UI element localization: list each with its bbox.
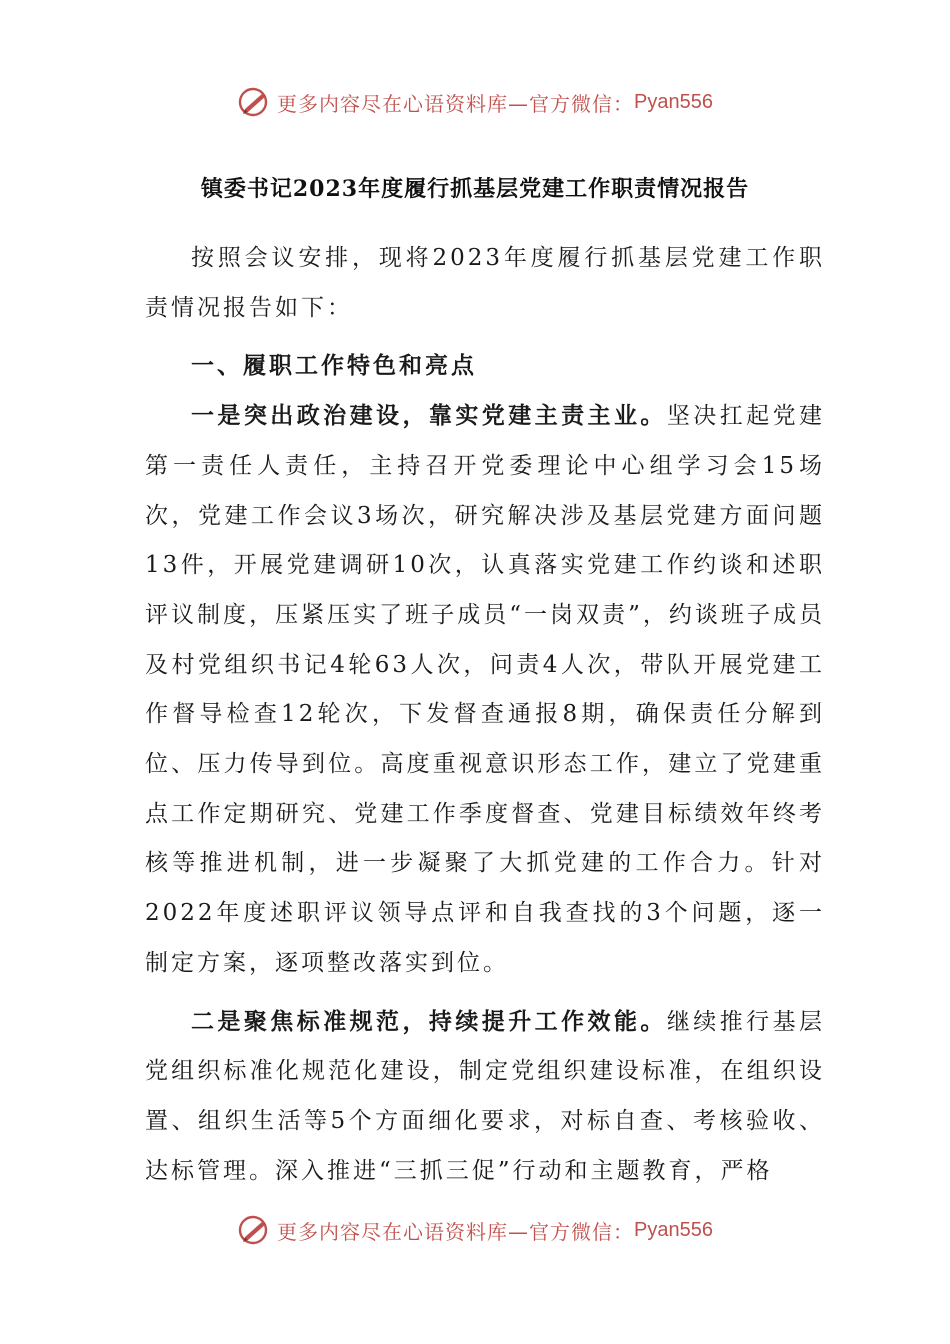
watermark-text: 更多内容尽在心语资料库—官方微信： [277,1219,635,1244]
item1-lead: 一是突出政治建设，靠实党建主责主业。 [191,402,667,430]
watermark-text: 更多内容尽在心语资料库—官方微信： [277,91,635,116]
item1-body: 坚决扛起党建第一责任人责任，主持召开党委理论中心组学习会15场次，党建工作会议3场次，研究解决涉及基层党建方面问题13件，开展党建调研10次，认真落实党建工作约谈和述职评议制度，压紧压实了班子成员“一岗双责”，约谈班子成员及村党组织书记4轮63人次，问责4人次，带队开展党建工作督导检查12轮次，下发督查通报8期，确保责任分解到位、压力传导到位。高度重视意识形态工作，建立了党建重点工作定期研究、党建工作季度督查、党建目标绩效年终考核等推进机制，进一步凝聚了大抓党建的工作合力。针对2022年度述职评议领导点评和自我查找的3个问题，逐一制定方案，逐项整改落实到位。 [145,403,826,976]
item1-paragraph [145,391,825,988]
document-body [145,234,825,1196]
watermark-wechat-id: Pyan556 [634,1218,713,1241]
watermark-banner-top [0,80,950,124]
pen-logo-icon [237,1213,271,1247]
section-heading: 一、履职工作特色和亮点 [191,352,477,380]
intro-paragraph: 按照会议安排，现将2023年度履行抓基层党建工作职责情况报告如下： [145,245,825,321]
item2-body: 继续推行基层党组织标准化规范化建设，制定党组织建设标准，在组织设置、组织生活等5个方面细化要求，对标自查、考核验收、达标管理。深入推进“三抓三促”行动和主题教育，严格 [145,1008,826,1184]
item2-lead: 二是聚焦标准规范，持续提升工作效能。 [191,1007,667,1035]
item2-paragraph [145,997,825,1197]
document-title: 镇委书记2023年度履行抓基层党建工作职责情况报告 [200,176,750,202]
pen-logo-icon [237,85,271,119]
watermark-banner-bottom [0,1208,950,1252]
watermark-wechat-id: Pyan556 [634,90,713,113]
